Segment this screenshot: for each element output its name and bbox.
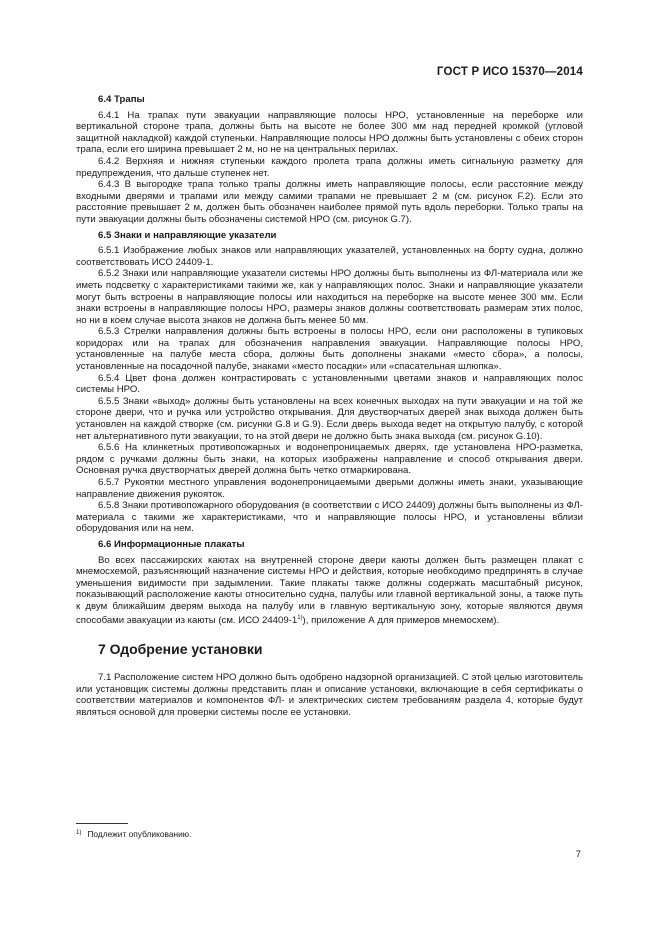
paragraph-7-1: 7.1 Расположение систем НРО должно быть одобрено надзорной организацией. С этой целью изготовитель или установщик системы должны представить план и описание установки, включающие в себя сертификаты о соответствии материалов и компонентов ФЛ- и электрических систем требованиям раздела 4, которые будут являться основой для проверки системы после ее установки. (76, 672, 583, 718)
paragraph-6-5-6: 6.5.6 На клинкетных противопожарных и водонепроницаемых дверях, где установлена НРО-разметка, рядом с ручками должны быть знаки, на которых изображены направление и способ открывания двери. Основная ручка двустворчатых дверей должна быть четко отмаркирована. (76, 442, 583, 477)
paragraph-6-6-text: Во всех пассажирских каютах на внутренней стороне двери каюты должен быть размещен плакат с мнемосхемой, разъясняющий назначение системы НРО и действия, которые необходимо предпринять в случае уменьшения видимости при задымлении. Такие плакаты также должны содержать масштабный рисунок, показывающий расположение каюты относительно судна, палубы или главной вертикальной зоны, а также путь к двум ближайшим дверям выхода на палубу или в главную вертикальную зону, которые являются двумя способами эвакуации из каюты (см. ИСО 24409-1 (76, 554, 583, 626)
footnote-reference: 1) (297, 614, 303, 621)
section-heading-6-6: 6.6 Информационные плакаты (98, 538, 245, 550)
footnote (76, 829, 191, 839)
paragraph-6-5-4: 6.5.4 Цвет фона должен контрастировать с установленными цветами знаков и направляющих полос системы НРО. (76, 372, 583, 396)
footnote-divider (76, 823, 128, 824)
paragraph-6-5-3: 6.5.3 Стрелки направления должны быть встроены в полосы НРО, если они расположены в тупиковых коридорах или на трапах для обозначения направления эвакуации. Направляющие полосы НРО, установленные на палубе места сбора, должны быть дополнены знаками «место сбора», а полосы, установленные на посадочной палубе, знаками «место посадки» или «спасательная шлюпка». (76, 326, 583, 373)
paragraph-6-5-8: 6.5.8 Знаки противопожарного оборудования (в соответствии с ИСО 24409) должны быть выполнены из ФЛ-материала с такими же характеристиками, что и направляющие полосы НРО, и установлены вблизи оборудования или на нем. (76, 500, 583, 535)
footnote-mark: 1) (76, 830, 82, 836)
section-heading-6-5: 6.5 Знаки и направляющие указатели (98, 229, 277, 241)
paragraph-6-5-7: 6.5.7 Рукоятки местного управления водонепроницаемыми дверьми должны иметь знаки, указывающие направление движения рукояток. (76, 477, 583, 500)
footnote-text: Подлежит опубликованию. (87, 829, 192, 839)
paragraph-6-5-1: 6.5.1 Изображение любых знаков или направляющих указателей, установленных на борту судна, должно соответствовать ИСО 24409-1. (76, 245, 583, 268)
paragraph-6-4-2: 6.4.2 Верхняя и нижняя ступеньки каждого пролета трапа должны иметь сигнальную разметку для предупреждения, что дальше ступенек нет. (76, 155, 583, 179)
section-heading-6-4: 6.4 Трапы (98, 94, 145, 105)
paragraph-6-4-3: 6.4.3 В выгородке трапа только трапы должны иметь направляющие полосы, если расстояние между входными дверями и трапами или между самими трапами не превышает 2 м (см. рисунок F.2). Если это расстояние превышает 2 м, должен быть обозначен наиболее прямой путь вдоль переборки. Только трапы на пути эвакуации должны быть обозначены системой НРО (см. рисунок G.7). (76, 179, 583, 225)
paragraph-6-5-5: 6.5.5 Знаки «выход» должны быть установлены на всех конечных выходах на пути эвакуации и на той же стороне двери, что и ручка или устройство открывания. Для двустворчатых дверей знак выхода должен быть установлен на каждой створке (см. рисунки G.8 и G.9). Если дверь выхода ведет на открытую палубу, с которой нет альтернативного пути эвакуации, то на этой двери не должно быть знака выхода (см. рисунок G.10). (76, 395, 583, 442)
paragraph-6-6 (76, 555, 583, 627)
paragraph-6-4-1: 6.4.1 На трапах пути эвакуации направляющие полосы НРО, установленные на переборке или вертикальной стороне трапа, должны быть на высоте не более 300 мм над передней кромкой (угловой защитной накладкой) каждой ступеньки. Направляющие полосы НРО должны быть установлены с обеих сторон трапа, если его ширина превышает 2 м, но не на центральных перилах. (76, 109, 583, 156)
paragraph-6-5-2: 6.5.2 Знаки или направляющие указатели системы НРО должны быть выполнены из ФЛ-материала или же иметь подсветку с характеристиками такими же, как у направляющих полос. Знаки и направляющие указатели могут быть встроены в направляющие полосы или находиться на переборке на высоте менее 300 мм. Если знаки встроены в направляющие полосы НРО, размеры знаков должны соответствовать размерам этих полос, но ни в коем случае высота знаков не должна быть менее 50 мм. (76, 268, 583, 326)
paragraph-6-6-tail: ), приложение А для примеров мнемосхем). (302, 614, 500, 626)
document-header: ГОСТ Р ИСО 15370—2014 (436, 66, 583, 78)
section-heading-7: 7 Одобрение установки (98, 641, 263, 658)
main-content (76, 94, 583, 719)
page-number: 7 (575, 849, 581, 860)
